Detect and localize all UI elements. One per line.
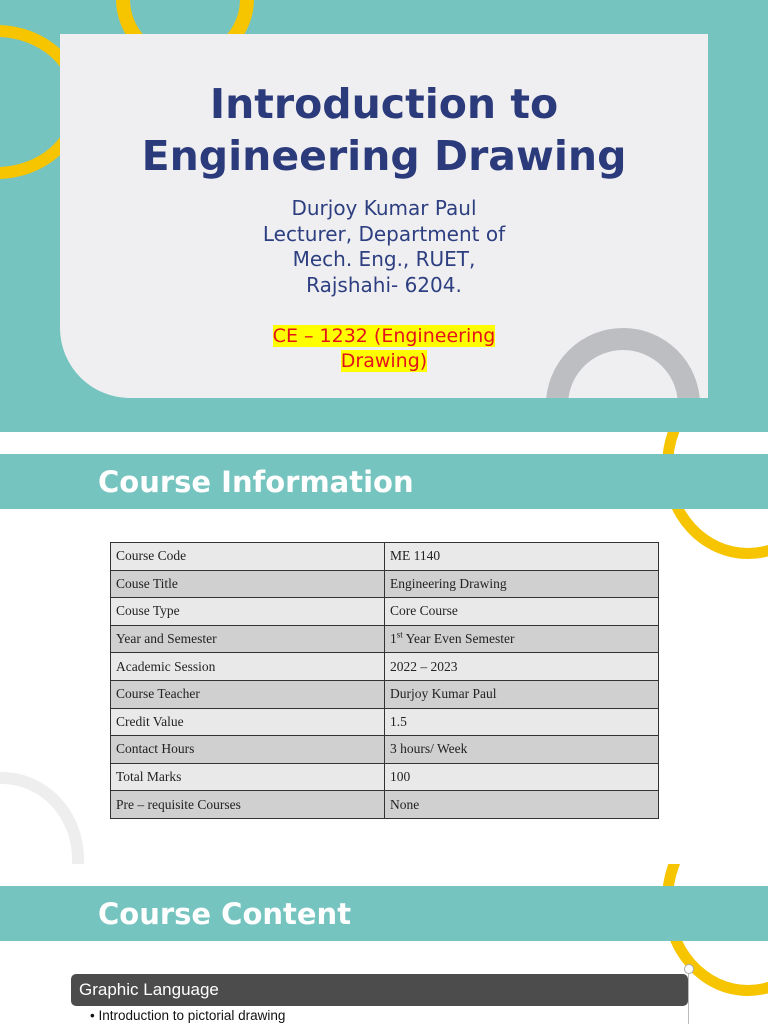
table-row — [111, 625, 659, 653]
bullet-icon: • — [90, 1008, 95, 1023]
table-row — [111, 763, 659, 791]
list-item — [90, 1008, 285, 1024]
table-row — [111, 736, 659, 764]
table-row — [111, 598, 659, 626]
title-line-1: Introduction to — [209, 80, 559, 128]
row-label: Couse Type — [111, 598, 385, 626]
row-value: None — [385, 791, 659, 819]
row-label: Course Teacher — [111, 680, 385, 708]
row-label: Total Marks — [111, 763, 385, 791]
table-row — [111, 708, 659, 736]
row-value: Engineering Drawing — [385, 570, 659, 598]
author-position: Lecturer, Department of — [262, 221, 506, 246]
course-code-line-1: CE – 1232 (Engineering — [272, 325, 496, 347]
table-row — [111, 791, 659, 819]
title-card — [60, 34, 708, 398]
title-slide — [0, 0, 768, 432]
course-code-highlight — [60, 324, 708, 374]
row-value: 100 — [385, 763, 659, 791]
slide-title — [60, 78, 708, 182]
section-banner — [0, 454, 768, 509]
row-value: 3 hours/ Week — [385, 736, 659, 764]
section-heading: Course Content — [98, 897, 352, 931]
topic-title: Graphic Language — [79, 980, 219, 999]
course-information-slide — [0, 432, 768, 864]
author-address: Rajshahi- 6204. — [306, 272, 462, 297]
author-department: Mech. Eng., RUET, — [292, 247, 476, 271]
row-value: ME 1140 — [385, 543, 659, 571]
row-value: 2022 – 2023 — [385, 653, 659, 681]
table-row — [111, 680, 659, 708]
table-row — [111, 570, 659, 598]
topic-header-bar — [71, 974, 688, 1006]
section-banner — [0, 886, 768, 941]
course-info-table — [110, 542, 659, 819]
course-content-slide — [0, 864, 768, 1024]
table-row — [111, 543, 659, 571]
row-value: 1st Year Even Semester — [385, 625, 659, 653]
row-value: 1.5 — [385, 708, 659, 736]
list-item-text: Introduction to pictorial drawing — [98, 1008, 286, 1023]
row-value: Core Course — [385, 598, 659, 626]
decorative-gray-arc — [0, 772, 84, 864]
row-label: Year and Semester — [111, 625, 385, 653]
row-value: Durjoy Kumar Paul — [385, 680, 659, 708]
title-line-2: Engineering Drawing — [141, 132, 627, 180]
row-label: Credit Value — [111, 708, 385, 736]
course-code-line-2: Drawing) — [340, 350, 428, 372]
row-label: Contact Hours — [111, 736, 385, 764]
resize-handle[interactable] — [688, 964, 697, 1024]
table-row — [111, 653, 659, 681]
author-name: Durjoy Kumar Paul — [291, 196, 477, 220]
row-label: Couse Title — [111, 570, 385, 598]
author-block — [60, 196, 708, 298]
row-label: Pre – requisite Courses — [111, 791, 385, 819]
row-label: Academic Session — [111, 653, 385, 681]
section-heading: Course Information — [98, 465, 414, 499]
row-label: Course Code — [111, 543, 385, 571]
